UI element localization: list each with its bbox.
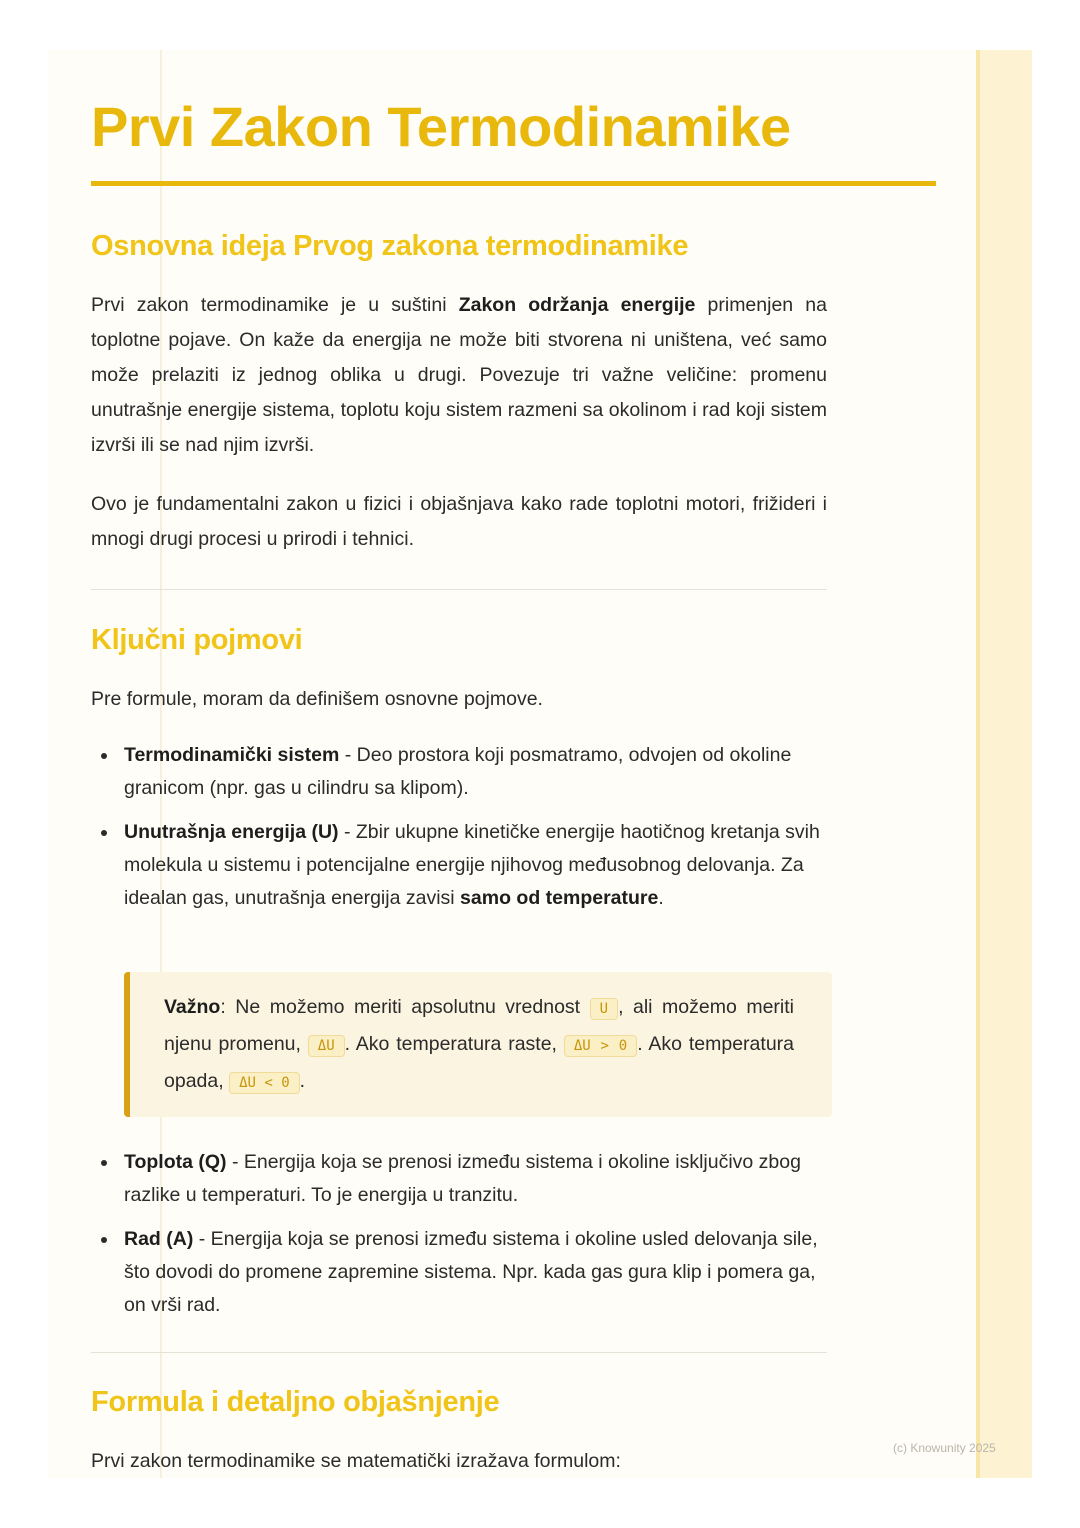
code-inline: U (590, 998, 618, 1020)
note-text (164, 990, 794, 1101)
term-text: . (658, 887, 664, 909)
right-margin-strip (976, 50, 1032, 1478)
important-note (124, 972, 832, 1117)
terms-list-2 (91, 1146, 827, 1322)
list-item (91, 1223, 827, 1322)
bold-text: Zakon održanja energije (458, 294, 696, 316)
code-inline: ΔU (308, 1035, 345, 1057)
term-name: Toplota (Q) (124, 1151, 227, 1173)
note-text-part: . Ako temperatura opada, (164, 1033, 794, 1092)
paragraph-text: Prvi zakon termodinamike je u suštini (91, 294, 459, 316)
paragraph-intro-terms: Pre formule, moram da definišem osnovne pojmove. (91, 688, 543, 710)
term-name: Rad (A) (124, 1228, 194, 1250)
section-divider (91, 1352, 827, 1353)
terms-list-1 (91, 739, 827, 915)
term-text: - Energija koja se prenosi između sistema i okoline isključivo zbog razlike u temperaturi. To je energija u tranzitu. (124, 1151, 801, 1206)
paragraph-basic-idea (91, 288, 827, 463)
term-text: - Energija koja se prenosi između sistema i okoline usled delovanja sile, što dovodi do promene zapremine sistema. Npr. kada gas gura klip i pomera ga, on vrši rad. (124, 1228, 818, 1316)
title-underline (91, 181, 936, 186)
term-name: Termodinamički sistem (124, 744, 340, 766)
term-text: - Zbir ukupne kinetičke energije haotičnog kretanja svih molekula u sistemu i potencijalne energije njihovog međusobnog delovanja. Za idealan gas, unutrašnja energija zavisi (124, 821, 820, 909)
section-heading-key-terms: Ključni pojmovi (91, 624, 303, 656)
code-inline: ΔU < 0 (229, 1072, 300, 1094)
note-text-part: . Ako temperatura raste, (344, 1033, 564, 1055)
term-text: - Deo prostora koji posmatramo, odvojen od okoline granicom (npr. gas u cilindru sa klipom). (124, 744, 792, 799)
section-heading-formula: Formula i detaljno objašnjenje (91, 1386, 500, 1418)
note-label: Važno (164, 996, 221, 1018)
section-heading-basic-idea: Osnovna ideja Prvog zakona termodinamike (91, 230, 689, 262)
list-item (91, 739, 827, 805)
list-item (91, 1146, 827, 1212)
list-item (91, 816, 827, 915)
bold-text: samo od temperature (460, 887, 659, 909)
section-divider (91, 589, 827, 590)
page-title: Prvi Zakon Termodinamike (91, 95, 791, 158)
term-name: Unutrašnja energija (U) (124, 821, 339, 843)
copyright-footer: (c) Knowunity 2025 (893, 1441, 996, 1455)
note-text-part: , ali možemo meriti njenu promenu, (164, 996, 794, 1055)
note-text-part: . (299, 1070, 306, 1092)
paragraph-fundamental: Ovo je fundamentalni zakon u fizici i objašnjava kako rade toplotni motori, frižideri i mnogi drugi procesi u prirodi i tehnici. (91, 493, 827, 550)
note-text-part: : Ne možemo meriti apsolutnu vrednost (220, 996, 590, 1018)
paragraph-formula-intro: Prvi zakon termodinamike se matematički izražava formulom: (91, 1450, 621, 1472)
code-inline: ΔU > 0 (564, 1035, 637, 1057)
document-page (48, 50, 1032, 1478)
paragraph-text: primenjen na toplotne pojave. On kaže da energija ne može biti stvorena ni uništena, već samo može prelaziti iz jednog oblika u drugi. Povezuje tri važne veličine: promenu unutrašnje energije sistema, toplotu koju sistem razmeni sa okolinom i rad koji sistem izvrši ili se nad njim izvrši. (91, 294, 827, 456)
